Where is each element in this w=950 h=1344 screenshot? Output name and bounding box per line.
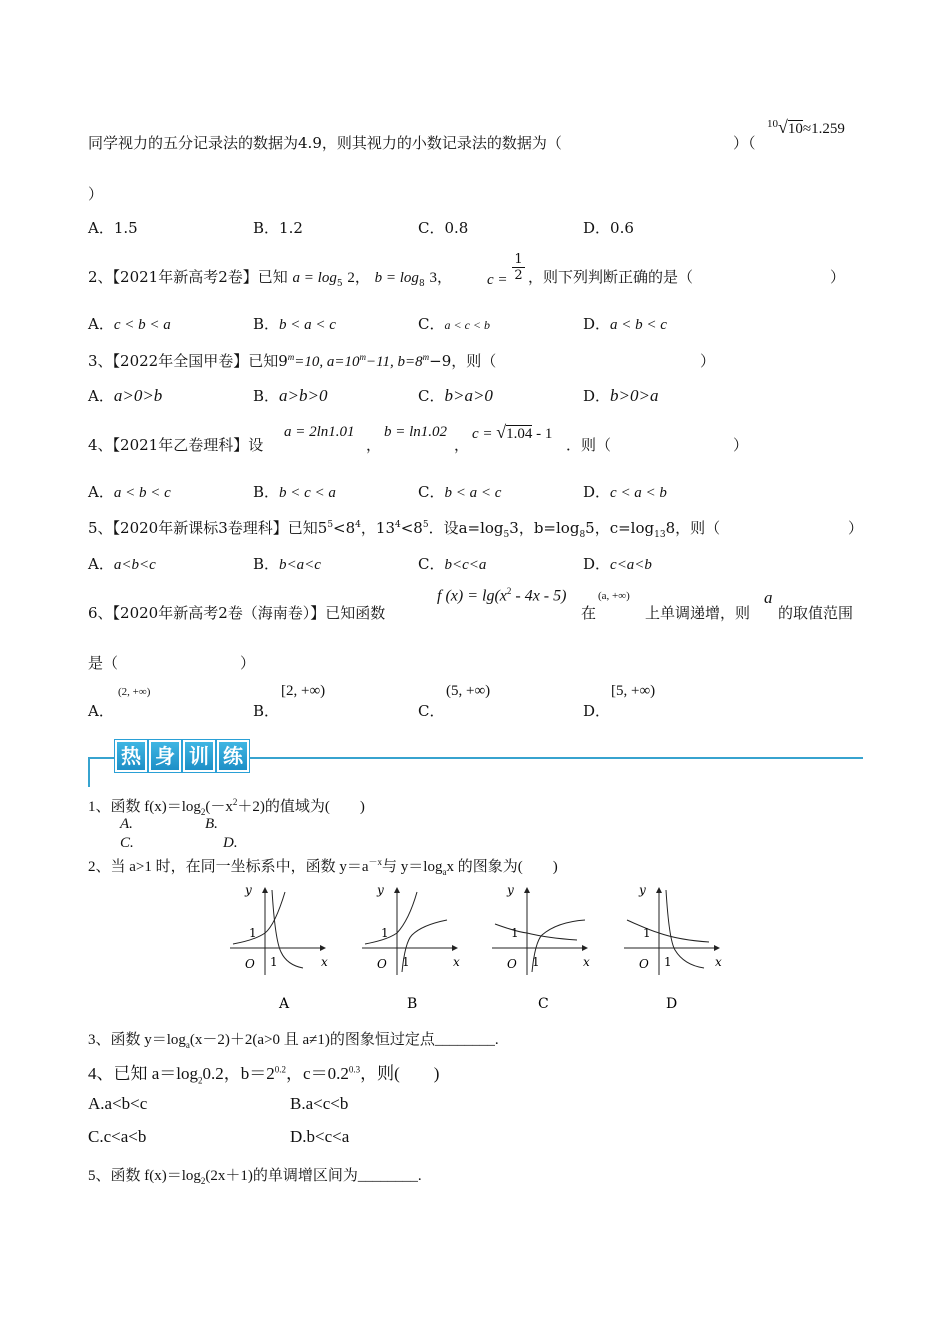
- q4-option-d: D．c < a < b: [583, 483, 667, 501]
- q5-option-d: D．c<a<b: [583, 555, 652, 573]
- w1-option-c: C.: [120, 835, 134, 851]
- graph-d-x-label: x: [715, 955, 722, 969]
- q6-option-c: C．: [418, 702, 445, 720]
- banner-line-left: [88, 757, 115, 759]
- banner-char: 热: [115, 740, 147, 772]
- q5-close: ）: [848, 519, 864, 537]
- q6-line2: 是（: [88, 654, 119, 672]
- q-prev-line1: 同学视力的五分记录法的数据为4.9，则其视力的小数记录法的数据为（: [88, 134, 562, 152]
- w4-option-c: C.c<a<b: [88, 1127, 147, 1146]
- w1-option-b: B.: [205, 816, 218, 832]
- q6-option-b-val: [2, +∞): [281, 683, 326, 699]
- graph-a-one-x: 1: [270, 955, 278, 969]
- graph-c-one-x: 1: [532, 955, 540, 969]
- graph-a-origin: O: [245, 957, 255, 971]
- w1-stem: 1、函数 $f(x)=\log_2(-x^2+2)$的值域为( ): [88, 797, 365, 817]
- graph-a: [230, 883, 328, 1012]
- q-prev-line2: ）: [88, 185, 104, 203]
- q2-option-b: B．b < a < c: [253, 315, 336, 333]
- q6-func: f $(x) = \lg(x^2 - 4x - 5)$: [437, 586, 567, 605]
- w3-stem: 3、函数 $y=\log_a(x-2)+2(a>0$ 且 a≠1)的图象恒过定点________.: [88, 1032, 499, 1050]
- q5-option-b: B．b<a<c: [253, 555, 321, 573]
- q3-stem: 3、【2022年全国甲卷】已知$9^m=10$, $a=10^m-11$, $b=8^m-9$，则（: [88, 352, 497, 370]
- q6-option-d-val: [5, +∞): [611, 683, 656, 699]
- q6-option-c-val: (5, +∞): [446, 683, 491, 699]
- q6-var: a: [764, 588, 773, 607]
- q2-c-fraction: c = $\frac{1}{2}$: [487, 252, 523, 288]
- q4-comma-2: ，: [454, 436, 470, 454]
- q5-option-c: C．b<c<a: [418, 555, 487, 573]
- q2-option-c: C．a < c < b: [418, 315, 491, 333]
- q4-option-a: A．a < b < c: [88, 483, 171, 501]
- graph-a-x-label: x: [321, 955, 328, 969]
- q5-option-a: A．a<b<c: [88, 555, 156, 573]
- banner-line-vertical: [88, 757, 90, 787]
- graph-c-one-y: 1: [511, 926, 519, 940]
- q6-mid2: 上单调递增，则: [645, 604, 751, 622]
- q6-option-b: B．: [253, 702, 280, 720]
- q3-option-d: D．b>0>a: [583, 386, 659, 405]
- q2-suffix: ，则下列判断正确的是（: [528, 268, 694, 286]
- w2-stem: 2、当 a>1 时，在同一坐标系中，函数 $y=a^{-x}$与 $y=\log_ax$ 的图象为( ): [88, 857, 558, 877]
- q6-end: 的取值范围: [778, 604, 854, 622]
- q4-a-expr: a = 2ln1.01: [284, 424, 355, 440]
- q6-option-a: A．: [88, 702, 114, 720]
- graph-c-label: C: [538, 996, 549, 1012]
- graph-d-one-y: 1: [643, 926, 651, 940]
- q4-suffix: ．则（: [566, 436, 612, 454]
- q2-option-d: D．a < b < c: [583, 315, 667, 333]
- graph-b-origin: O: [377, 957, 387, 971]
- graph-c-y-label: y: [507, 883, 514, 897]
- banner-char: 训: [183, 740, 215, 772]
- graph-a-y-label: y: [245, 883, 252, 897]
- graph-b-one-x: 1: [402, 955, 410, 969]
- w4-option-b: B.a<c<b: [290, 1094, 349, 1113]
- q3-option-c: C．b>a>0: [418, 386, 493, 405]
- w4-stem: 4、已知 $a=\log_20.2$，$b=2^{0.2}$，$c=0.2^{0.3}$，则( ): [88, 1064, 440, 1086]
- q5-stem: 5、【2020年新课标3卷理科】已知$5^5<8^4$，$13^4<8^5$．设$a=\log_53$，$b=\log_85$，$c=\log_{13}8$，则（: [88, 519, 721, 540]
- graph-b-y-label: y: [377, 883, 384, 897]
- graph-c-x-label: x: [583, 955, 590, 969]
- graph-c: [492, 883, 590, 1012]
- w4-option-a: A.a<b<c: [88, 1094, 148, 1113]
- graph-a-one-y: 1: [249, 926, 257, 940]
- graph-c-origin: O: [507, 957, 517, 971]
- q4-c-expr: c = √1.04 - 1: [472, 422, 553, 442]
- q3-option-a: A．a>0>b: [88, 386, 163, 405]
- q6-mid: 在: [581, 604, 597, 622]
- q-prev-option-c: C．0.8: [418, 219, 469, 237]
- w1-option-d: D.: [223, 835, 238, 851]
- graph-a-label: A: [279, 996, 290, 1012]
- q4-option-b: B．b < c < a: [253, 483, 336, 501]
- root-approx: $^{10}$√10≈1.259: [767, 117, 845, 137]
- graph-b-label: B: [407, 996, 418, 1012]
- graph-d-one-x: 1: [664, 955, 672, 969]
- q4-comma-1: ，: [366, 436, 382, 454]
- q6-option-a-val: (2, +∞): [118, 686, 151, 698]
- q4-prefix: 4、【2021年乙卷理科】设: [88, 436, 264, 454]
- q2-stem: 2、【2021年新高考2卷】已知 $a = \log_5 2$， $b = \log_8 3$，: [88, 268, 452, 289]
- q2-option-a: A．c < b < a: [88, 315, 171, 333]
- w4-option-d: D.b<c<a: [290, 1127, 350, 1146]
- q3-close: ）: [700, 352, 716, 370]
- q6-interval: (a, +∞): [598, 590, 630, 602]
- q3-option-b: B．a>b>0: [253, 386, 328, 405]
- banner-char: 身: [149, 740, 181, 772]
- section-banner-warmup: [115, 740, 249, 774]
- graph-b: [362, 883, 460, 1012]
- q6-option-d: D．: [583, 702, 611, 720]
- q4-option-c: C．b < a < c: [418, 483, 502, 501]
- graph-d-origin: O: [639, 957, 649, 971]
- banner-char: 练: [217, 740, 249, 772]
- w1-option-a: A.: [120, 816, 133, 832]
- q4-close: ）: [733, 436, 749, 454]
- q6-prefix: 6、【2020年新高考2卷（海南卷）】已知函数: [88, 604, 386, 622]
- q4-b-expr: b = ln1.02: [384, 424, 448, 440]
- q-prev-option-b: B．1.2: [253, 219, 303, 237]
- q-prev-option-d: D．0.6: [583, 219, 634, 237]
- graph-b-one-y: 1: [381, 926, 389, 940]
- q6-close: ）: [240, 654, 256, 672]
- banner-line-right: [245, 757, 863, 759]
- q-prev-option-a: A．1.5: [88, 219, 138, 237]
- q2-close: ）: [830, 268, 846, 286]
- graph-b-x-label: x: [453, 955, 460, 969]
- graph-d: [624, 883, 722, 1012]
- w5-stem: 5、函数 $f(x)=\log_2(2x+1)$的单调增区间为________.: [88, 1168, 422, 1186]
- graph-d-y-label: y: [639, 883, 646, 897]
- graph-d-label: D: [666, 996, 678, 1012]
- q-prev-line1-end: ）（: [733, 134, 756, 152]
- w2-graphs: [225, 880, 735, 1015]
